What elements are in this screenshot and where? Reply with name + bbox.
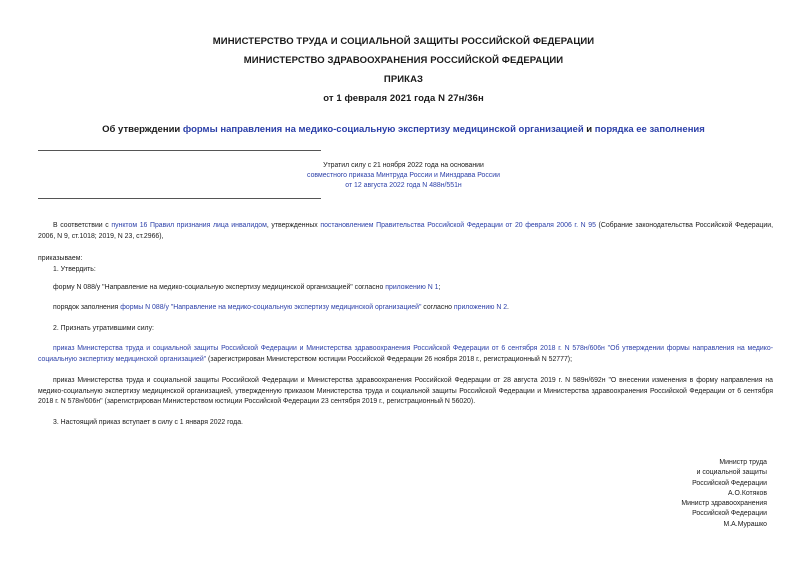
lost-force-link-order[interactable]: совместного приказа Минтруда России и Минздрава России [307, 172, 500, 179]
item-2: 2. Признать утратившими силу: [53, 325, 154, 332]
procedure-line [53, 303, 509, 314]
order-word: приказываем: [38, 255, 83, 262]
divider-bottom [38, 198, 321, 199]
signature-health-name: М.А.Мурашко [723, 520, 767, 528]
signature-labor-title-2: и социальной защиты [696, 469, 767, 477]
signature-labor-name: А.О.Котяков [728, 489, 767, 497]
form-088-link[interactable]: формы N 088/у "Направление на медико-социальную экспертизу медицинской организацией" [120, 304, 422, 311]
date-number-heading: от 1 февраля 2021 года N 27н/36н [323, 93, 484, 104]
repeal-2-registration: (зарегистрирован Министерством юстиции Российской Федерации 23 сентября 2019 г., регистрационный N 56020). [102, 398, 476, 405]
doc-type-heading: ПРИКАЗ [383, 74, 424, 85]
subject-middle: и [583, 124, 595, 135]
subject-form-link[interactable]: формы направления на медико-социальную экспертизу медицинской организацией [182, 124, 584, 135]
procedure-line-mid: согласно [421, 304, 454, 311]
subject-prefix: Об утверждении [102, 124, 183, 135]
lost-force-text: Утратил силу с 21 ноября 2022 года на основании [323, 162, 484, 169]
form-line-end: ; [438, 284, 441, 291]
subject-procedure-link[interactable]: порядка ее заполнения [594, 124, 705, 135]
signature-labor-title-1: Министр труда [719, 459, 767, 466]
form-line-text: форму N 088/у "Направление на медико-социальную экспертизу медицинской организацией" согласно [53, 284, 386, 291]
rules-link[interactable]: пунктом 16 Правил признания лица инвалидом [111, 222, 267, 229]
procedure-line-end: . [507, 304, 509, 311]
form-line [53, 283, 440, 294]
repeal-paragraph-2 [38, 376, 773, 408]
item-1: 1. Утвердить: [53, 266, 96, 273]
document-subject [0, 124, 807, 135]
ministry-health-heading: МИНИСТЕРСТВО ЗДРАВООХРАНЕНИЯ РОССИЙСКОЙ ФЕДЕРАЦИИ [243, 55, 564, 66]
lost-force-note [230, 161, 577, 191]
lost-force-link-date[interactable]: от 12 августа 2022 года N 488н/551н [345, 182, 462, 189]
repeal-1-registration: (зарегистрирован Министерством юстиции Российской Федерации 26 ноября 2018 г., регистрационный N 52777); [206, 355, 573, 363]
preamble-paragraph [38, 221, 773, 242]
item-3: 3. Настоящий приказ вступает в силу с 1 января 2022 года. [53, 419, 243, 426]
resolution-link[interactable]: постановлением Правительства Российской Федерации от 20 февраля 2006 г. N 95 [320, 222, 596, 229]
preamble-text-3: (Собрание законодательства Российской Федерации, 2006, N 9, ст.1018; 2019, N 23, ст.2966), [38, 222, 773, 240]
repeal-paragraph-1 [38, 344, 773, 365]
appendix-2-link[interactable]: приложению N 2 [453, 304, 508, 311]
divider-top [38, 150, 321, 151]
preamble-text-1: В соответствии с [53, 222, 112, 229]
signature-labor-title-3: Российской Федерации [692, 479, 767, 487]
repeal-order-2-text: приказ Министерства труда и социальной защиты Российской Федерации и Министерства здравоохранения Российской Федерации от 28 августа 2019 г. N 589н/692н "О внесении изменения в форму направления на медико-социальную экспертизу медицинской организацией, утвержденную приказом Министерства труда и социальной защиты Российской Федерации и Министерства здравоохранения Российской Федерации от 6 сентября 2018 г. N 578н/606н" [38, 377, 773, 405]
signature-block [567, 458, 767, 530]
repeal-order-1-link[interactable]: приказ Министерства труда и социальной защиты Российской Федерации и Министерства здравоохранения Российской Федерации от 6 сентября 2018 г. N 578н/606н "Об утверждении формы направления на медико-социальную экспертизу медицинской организацией" [38, 345, 773, 363]
ministry-labor-heading: МИНИСТЕРСТВО ТРУДА И СОЦИАЛЬНОЙ ЗАЩИТЫ РОССИЙСКОЙ ФЕДЕРАЦИИ [212, 36, 595, 47]
procedure-line-text: порядок заполнения [53, 304, 121, 311]
signature-health-title-1: Министр здравоохранения [681, 500, 767, 508]
preamble-text-2: , утвержденных [266, 222, 321, 229]
signature-health-title-2: Российской Федерации [692, 510, 767, 518]
appendix-1-link[interactable]: приложению N 1 [385, 284, 439, 291]
